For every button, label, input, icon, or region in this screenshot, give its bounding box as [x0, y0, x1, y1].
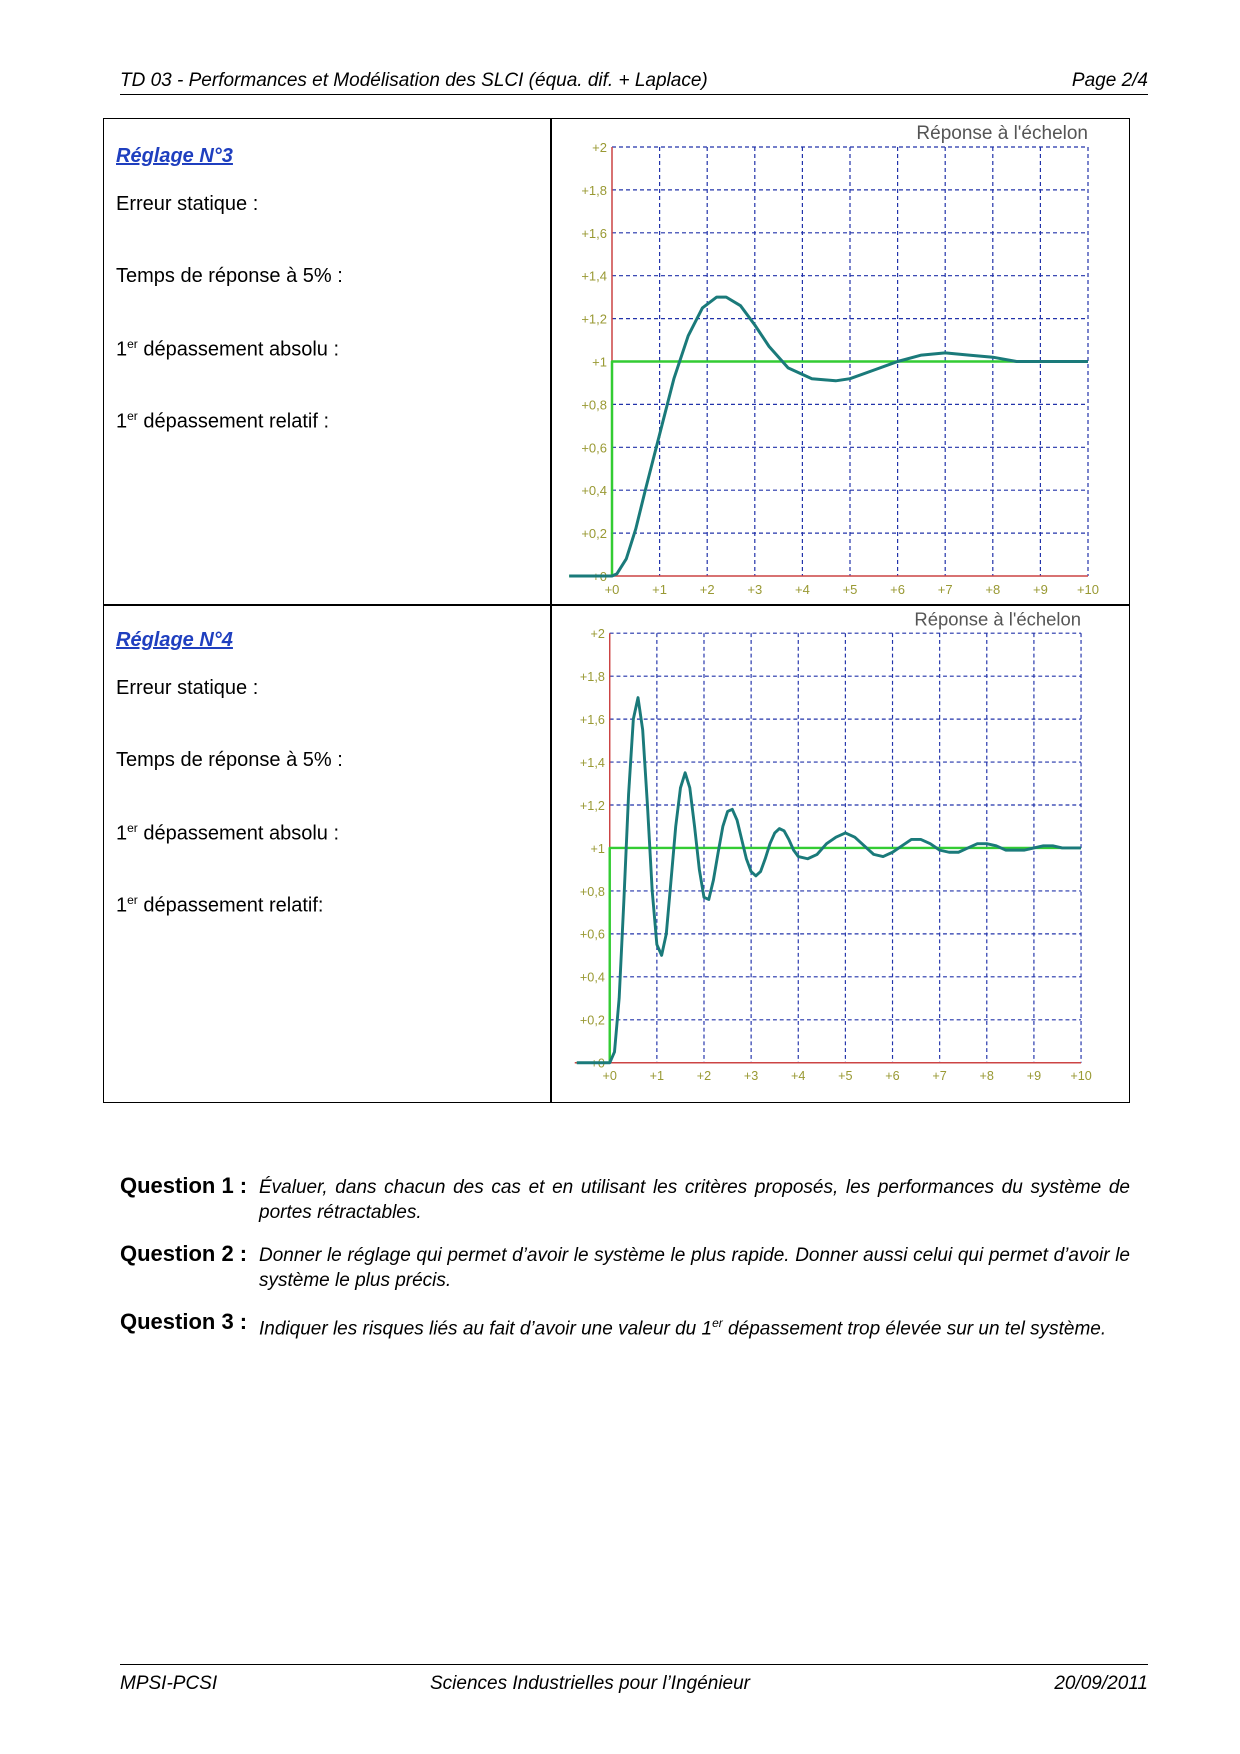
setting-3-panel — [116, 145, 536, 585]
x-tick-label: +7 — [932, 1069, 947, 1084]
y-tick-label: +1,2 — [579, 798, 605, 813]
y-tick-label: +1,6 — [581, 225, 607, 241]
ordinal-sup: er — [127, 409, 138, 423]
y-tick-label: +1,8 — [579, 670, 605, 685]
footer-class: MPSI-PCSI — [120, 1673, 218, 1694]
x-tick-label: +6 — [890, 582, 906, 597]
x-tick-label: +9 — [1026, 1069, 1042, 1084]
label: dépassement absolu : — [137, 822, 340, 845]
x-tick-label: +1 — [652, 582, 668, 597]
y-tick-label: +1 — [590, 841, 605, 856]
x-tick-label: +3 — [747, 582, 763, 597]
y-tick-label: +1,8 — [581, 182, 607, 198]
label: dépassement absolu : — [137, 338, 340, 361]
y-tick-label: +0 — [590, 1056, 605, 1071]
chart-title: Réponse à l'échelon — [914, 608, 1082, 630]
x-tick-label: +4 — [791, 1069, 806, 1084]
y-tick-label: +1,4 — [581, 268, 607, 284]
ordinal-sup: er — [127, 821, 138, 835]
page-header — [120, 70, 1148, 95]
question-1-text: Évaluer, dans chacun des cas et en utilisant les critères proposés, les performances du système de portes rétractables. — [259, 1177, 1130, 1223]
x-tick-label: +2 — [699, 582, 715, 597]
document-title: TD 03 - Performances et Modélisation des SLCI (équa. dif. + Laplace) — [120, 70, 708, 91]
setting-3-title: Réglage N°3 — [116, 145, 233, 167]
question-1-label: Question 1 : — [120, 1173, 248, 1198]
ordinal: 1 — [116, 822, 128, 845]
question-2 — [120, 1243, 1130, 1293]
y-tick-label: +1 — [592, 354, 607, 370]
ordinal: 1 — [116, 338, 128, 361]
y-tick-label: +0,6 — [581, 440, 607, 456]
setting-4-erreur: Erreur statique : — [116, 677, 259, 699]
y-tick-label: +2 — [590, 627, 605, 642]
label: dépassement relatif : — [137, 410, 330, 433]
settings-table — [103, 118, 1130, 1103]
x-tick-label: +5 — [842, 582, 858, 597]
x-tick-label: +4 — [794, 582, 810, 597]
y-tick-label: +0,4 — [581, 483, 607, 499]
setting-3-dep-rel — [116, 409, 329, 434]
x-tick-label: +8 — [985, 582, 1001, 597]
question-3-text — [259, 1311, 1130, 1341]
question-3-text-before: Indiquer les risques liés au fait d’avoir une valeur du 1 — [259, 1318, 713, 1340]
questions-section — [120, 1175, 1130, 1359]
x-tick-label: +9 — [1032, 582, 1048, 597]
question-3-sup: er — [712, 1316, 723, 1330]
y-tick-label: +2 — [592, 140, 607, 155]
y-tick-label: +1,2 — [581, 311, 607, 327]
x-tick-label: +8 — [979, 1069, 994, 1084]
x-tick-label: +7 — [937, 582, 953, 597]
ordinal: 1 — [116, 894, 128, 917]
y-tick-label: +1,4 — [579, 755, 605, 770]
ordinal-sup: er — [127, 893, 138, 907]
x-tick-label: +0 — [602, 1069, 617, 1084]
x-tick-label: +10 — [1070, 1069, 1092, 1084]
chart-title: Réponse à l'échelon — [916, 123, 1088, 144]
x-tick-label: +2 — [696, 1069, 712, 1084]
ordinal: 1 — [116, 410, 128, 433]
setting-4-temps: Temps de réponse à 5% : — [116, 749, 343, 771]
y-tick-label: +0,6 — [579, 927, 605, 942]
series-step-input — [569, 362, 1088, 577]
question-2-label: Question 2 : — [120, 1241, 248, 1266]
setting-4-panel — [116, 629, 536, 1069]
label: dépassement relatif: — [137, 894, 324, 917]
x-tick-label: +6 — [885, 1069, 900, 1084]
x-tick-label: +10 — [1076, 582, 1100, 597]
y-tick-label: +0,2 — [579, 1013, 605, 1028]
step-response-chart-4 — [552, 606, 1131, 1088]
y-tick-label: +0,2 — [581, 526, 607, 542]
setting-3-temps: Temps de réponse à 5% : — [116, 265, 343, 287]
setting-3-erreur: Erreur statique : — [116, 193, 259, 215]
ordinal-sup: er — [127, 337, 138, 351]
page-footer — [120, 1664, 1148, 1694]
page-number: Page 2/4 — [1071, 70, 1148, 91]
footer-date: 20/09/2011 — [1054, 1673, 1148, 1694]
y-tick-label: +1,6 — [579, 712, 605, 727]
series-response — [577, 698, 1081, 1063]
question-3-text-after: dépassement trop élevée sur un tel système. — [722, 1318, 1107, 1340]
setting-3-dep-abs — [116, 337, 339, 362]
y-tick-label: +0,8 — [581, 397, 607, 413]
setting-4-dep-rel — [116, 893, 323, 918]
question-3-label: Question 3 : — [120, 1309, 248, 1334]
footer-subject: Sciences Industrielles pour l’Ingénieur — [430, 1673, 751, 1694]
y-tick-label: +0,8 — [579, 884, 605, 899]
setting-4-title: Réglage N°4 — [116, 629, 233, 651]
y-tick-label: +0,4 — [579, 970, 605, 985]
question-2-text: Donner le réglage qui permet d’avoir le système le plus rapide. Donner aussi celui qui permet d’avoir le système le plus précis. — [259, 1245, 1130, 1291]
x-tick-label: +3 — [743, 1069, 759, 1084]
question-3 — [120, 1311, 1130, 1341]
x-tick-label: +0 — [604, 582, 620, 597]
setting-4-dep-abs — [116, 821, 339, 846]
x-tick-label: +5 — [838, 1069, 853, 1084]
series-response — [569, 297, 1088, 576]
step-response-chart-3 — [552, 119, 1131, 601]
x-tick-label: +1 — [649, 1069, 665, 1084]
y-tick-label: +0 — [592, 569, 607, 584]
question-1 — [120, 1175, 1130, 1225]
